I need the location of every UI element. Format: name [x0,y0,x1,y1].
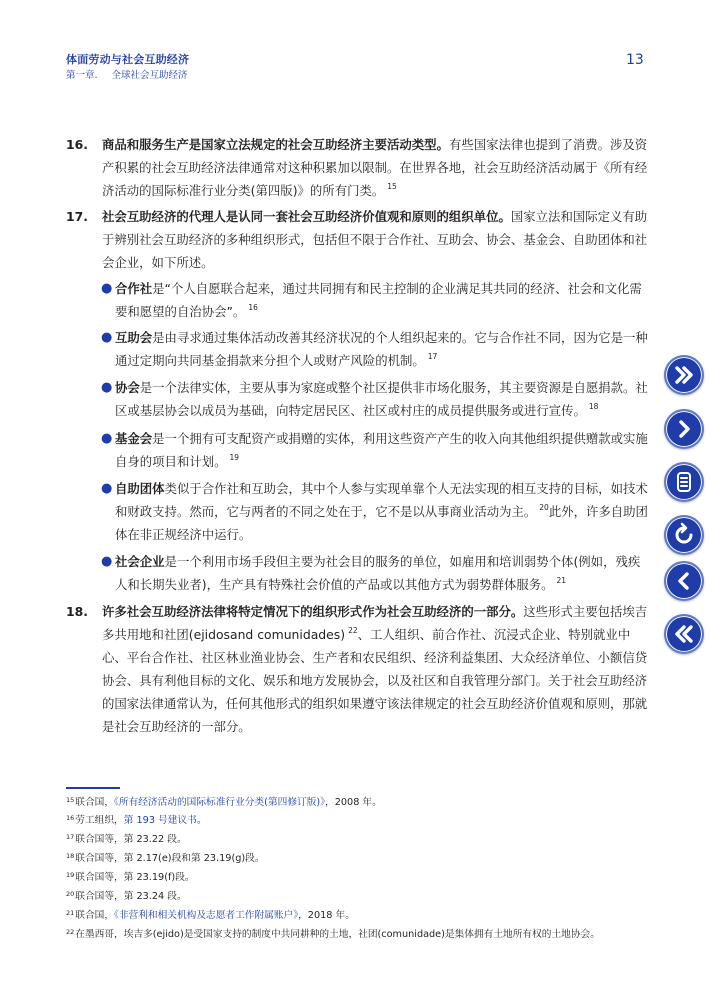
chevron-left-icon [671,568,697,594]
double-chevron-right-icon [671,362,697,388]
bullet-text: 是一个法律实体，主要从事为家庭或整个社区提供非市场化服务，其主要资源是自愿捐款。社区或基层协会以成员为基础，向特定居民区、社区或村庄的成员提供服务或进行宣传。 [115,380,648,418]
footnote-text-end: 。 [196,815,207,826]
last-page-button[interactable] [664,355,704,395]
previous-page-button[interactable] [664,561,704,601]
bullet-social-enterprise [101,550,650,596]
bullet-term: 自助团体 [115,481,165,496]
footnote-text: 劳工组织， [75,815,124,826]
footnote-ref[interactable]: 21 [556,576,567,585]
footnote-ref[interactable]: 16 [248,303,258,312]
next-page-button[interactable] [664,409,704,449]
paragraph-number: 18. [66,604,88,619]
bullet-association [101,376,650,422]
bullet-term: 社会企业 [115,554,165,569]
footnote-15 [66,794,382,808]
footnote-number: 18 [66,852,75,860]
footnote-ref[interactable]: 18 [588,402,599,411]
paragraph-lead: 许多社会互助经济法律将特定情况下的组织形式作为社会互助经济的一部分。 [102,604,524,619]
contents-button[interactable] [664,462,704,502]
footnote-divider [66,787,120,789]
bullet-foundation [101,427,650,473]
footnote-link[interactable]: 《非营利和相关机构及志愿者工作附属账户》 [114,910,299,921]
bullet-self-help-group [101,477,650,546]
footnote-text: 联合国， [75,797,115,808]
menu-list-icon [671,469,697,495]
bullet-text: 是由寻求通过集体活动改善其经济状况的个人组织起来的。它与合作社不同，因为它是一种通过定期向共同基金捐款来分担个人或财产风险的机制。 [115,330,648,368]
footnote-ref[interactable]: 19 [229,453,240,462]
refresh-icon [671,522,697,548]
footnote-link[interactable]: 第 193 号建议书 [123,815,197,826]
chevron-right-icon [671,416,697,442]
paragraph-text: 有些国家法律也提到了消费。涉及资产积累的社会互助经济法律通常对这种积累加以限制。在世界各地，社会互助经济活动属于《所有经济活动的国际标准行业分类(第四版)》的所有门类。 [102,137,648,198]
footnote-text-end: ，2018 年。 [298,910,355,921]
paragraph-17 [66,205,652,274]
bullet-term: 协会 [115,380,140,395]
page-number: 13 [626,52,644,68]
bullet-text: 类似于合作社和互助会，其中个人参与实现单靠个人无法实现的相互支持的目标，如技术和财政支持。然而，它与两者的不同之处在于，它不是以从事商业活动为主。 [115,481,648,519]
first-page-button[interactable] [664,614,704,654]
footnote-number: 22 [66,928,75,936]
footnote-number: 16 [66,814,75,822]
footnote-20 [66,888,187,902]
back-button[interactable] [664,515,704,555]
bullet-cooperative [101,277,650,323]
footnote-text: 在墨西哥，埃吉多(ejido)是受国家支持的制度中共同耕种的土地，社团(comunidade)是集体拥有土地所有权的土地协会。 [75,929,600,940]
footnote-18 [66,850,265,864]
footnote-number: 17 [66,833,75,841]
bullet-dot: ● [101,554,113,569]
double-chevron-left-icon [671,621,697,647]
bullet-dot: ● [101,330,113,345]
bullet-term: 合作社 [115,281,153,296]
footnote-number: 19 [66,871,75,879]
footnote-17 [66,831,187,845]
footnote-text: 联合国等，第 23.19(f)段。 [75,872,195,883]
footnote-link[interactable]: 《所有经济活动的国际标准行业分类(第四修订版)》 [114,797,326,808]
footnote-19 [66,869,195,883]
bullet-dot: ● [101,380,113,395]
footnote-number: 15 [66,796,75,804]
paragraph-number: 16. [66,137,88,152]
footnote-number: 21 [66,909,75,917]
paragraph-18 [66,600,652,738]
bullet-mutual-society [101,326,650,372]
footnote-ref[interactable]: 17 [427,352,438,361]
footnote-22 [66,926,600,940]
bullet-text: 是一个拥有可支配资产或捐赠的实体，利用这些资产产生的收入向其他组织提供赠款或实施自身的项目和计划。 [115,431,648,469]
footnote-text-end: ，2008 年。 [325,797,382,808]
chapter-line [66,67,188,81]
paragraph-text: 这些形式主要包括埃吉多共用地和社团(ejidosand comunidades) [102,604,648,642]
document-title: 体面劳动与社会互助经济 [66,53,190,66]
bullet-text: 是一个利用市场手段但主要为社会目的服务的单位，如雇用和培训弱势个体(例如，残疾人和长期失业者)，生产具有特殊社会价值的产品或以其他方式为弱势群体服务。 [115,554,641,592]
footnote-21 [66,907,355,921]
bullet-term: 互助会 [115,330,153,345]
footnote-text: 联合国等，第 23.24 段。 [75,891,187,902]
footnote-number: 20 [66,890,75,898]
footnote-text: 联合国， [75,910,115,921]
bullet-term: 基金会 [115,431,153,446]
paragraph-number: 17. [66,209,88,224]
paragraph-lead: 商品和服务生产是国家立法规定的社会互助经济主要活动类型。 [102,137,449,152]
paragraph-text-continued: 、工人组织、前合作社、沉浸式企业、特别就业中心、平台合作社、社区林业渔业协会、生产者和农民组织、经济利益集团、大众经济单位、小额信贷协会、具有利他目标的文化、娱乐和地方发展协会，以及社区和自我管理分部门。关于社会互助经济的国家法律通常认为，任何其他形式的组织如果遵守该法律规定的社会互助经济价值观和原则，那就是社会互助经济的一部分。 [102,627,648,734]
footnote-text: 联合国等，第 23.22 段。 [75,834,187,845]
footnote-ref[interactable]: 22 [348,626,358,635]
bullet-dot: ● [101,481,113,496]
footnote-16 [66,812,207,826]
bullet-text-continued: 此外，许多自助团体在非正规经济中运行。 [115,504,648,542]
paragraph-text: 国家立法和国际定义有助于辨别社会互助经济的多种组织形式，包括但不限于合作社、互助会、协会、基金会、自助团体和社会企业，如下所述。 [102,209,648,270]
paragraph-16 [66,133,652,202]
footnote-ref[interactable]: 15 [387,182,397,191]
footnote-ref[interactable]: 20 [539,503,549,512]
bullet-text: 是“个人自愿联合起来，通过共同拥有和民主控制的企业满足其共同的经济、社会和文化需要和愿望的自治协会”。 [115,281,642,319]
chapter-number: 第一章. [66,70,98,81]
bullet-dot: ● [101,431,113,446]
chapter-title: 全球社会互助经济 [111,70,188,81]
footnote-text: 联合国等，第 2.17(e)段和第 23.19(g)段。 [75,853,265,864]
bullet-dot: ● [101,281,113,296]
paragraph-lead: 社会互助经济的代理人是认同一套社会互助经济价值观和原则的组织单位。 [102,209,511,224]
